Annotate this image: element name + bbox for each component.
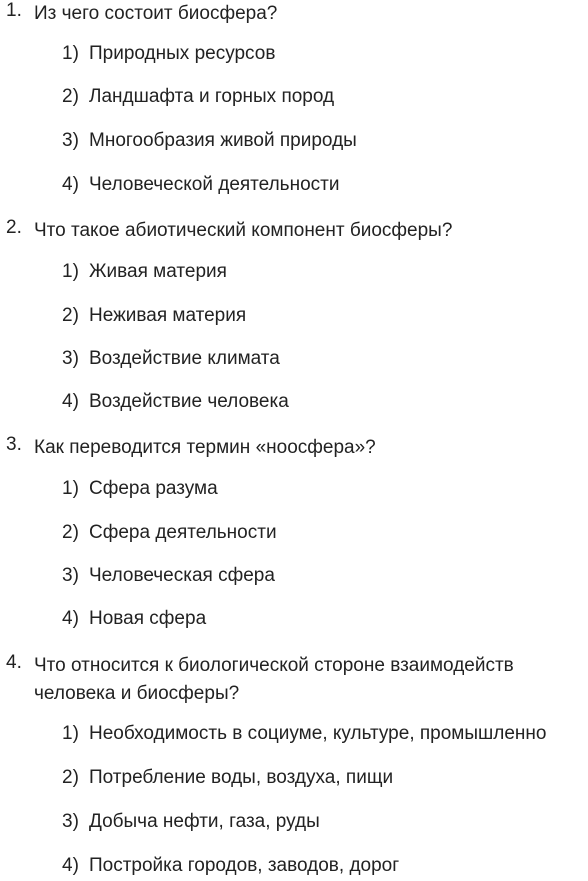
question-text-line-1: Что относится к биологической стороне взаимодейств <box>34 655 514 676</box>
option-number: 3) <box>62 565 79 586</box>
option-number: 1) <box>62 478 79 499</box>
question-text: Как переводится термин «ноосфера»? <box>34 437 376 458</box>
option-text: Сфера разума <box>89 478 218 499</box>
option-text: Воздействие климата <box>89 348 280 369</box>
question-text: Что такое абиотический компонент биосферы? <box>34 220 453 241</box>
option-number: 4) <box>62 174 79 195</box>
question-text-line-2: человека и биосферы? <box>34 683 240 704</box>
option-text: Человеческой деятельности <box>89 174 340 195</box>
option-number: 1) <box>62 43 79 64</box>
option-number: 3) <box>62 130 79 151</box>
option-text: Новая сфера <box>89 608 207 629</box>
option-number: 3) <box>62 348 79 369</box>
option-number: 2) <box>62 305 79 326</box>
question-number: 3. <box>6 434 22 455</box>
option-text: Необходимость в социуме, культуре, промышленно <box>89 723 547 744</box>
option-number: 2) <box>62 86 79 107</box>
option-number: 2) <box>62 522 79 543</box>
option-number: 4) <box>62 855 79 876</box>
option-number: 1) <box>62 261 79 282</box>
option-number: 4) <box>62 608 79 629</box>
option-text: Сфера деятельности <box>89 522 277 543</box>
option-text: Добыча нефти, газа, руды <box>89 811 320 832</box>
option-number: 3) <box>62 811 79 832</box>
option-text: Природных ресурсов <box>89 43 276 64</box>
option-text: Постройка городов, заводов, дорог <box>89 855 400 876</box>
option-text: Человеческая сфера <box>89 565 275 586</box>
option-text: Неживая материя <box>89 305 247 326</box>
option-text: Живая материя <box>89 261 227 282</box>
option-text: Многообразия живой природы <box>89 130 357 151</box>
option-text: Ландшафта и горных пород <box>89 86 335 107</box>
option-number: 4) <box>62 391 79 412</box>
question-number: 1. <box>6 0 22 21</box>
option-number: 1) <box>62 723 79 744</box>
option-text: Потребление воды, воздуха, пищи <box>89 767 394 788</box>
option-number: 2) <box>62 767 79 788</box>
question-number: 4. <box>6 652 22 673</box>
option-text: Воздействие человека <box>89 391 289 412</box>
question-number: 2. <box>6 217 22 238</box>
question-text: Из чего состоит биосфера? <box>34 3 278 24</box>
